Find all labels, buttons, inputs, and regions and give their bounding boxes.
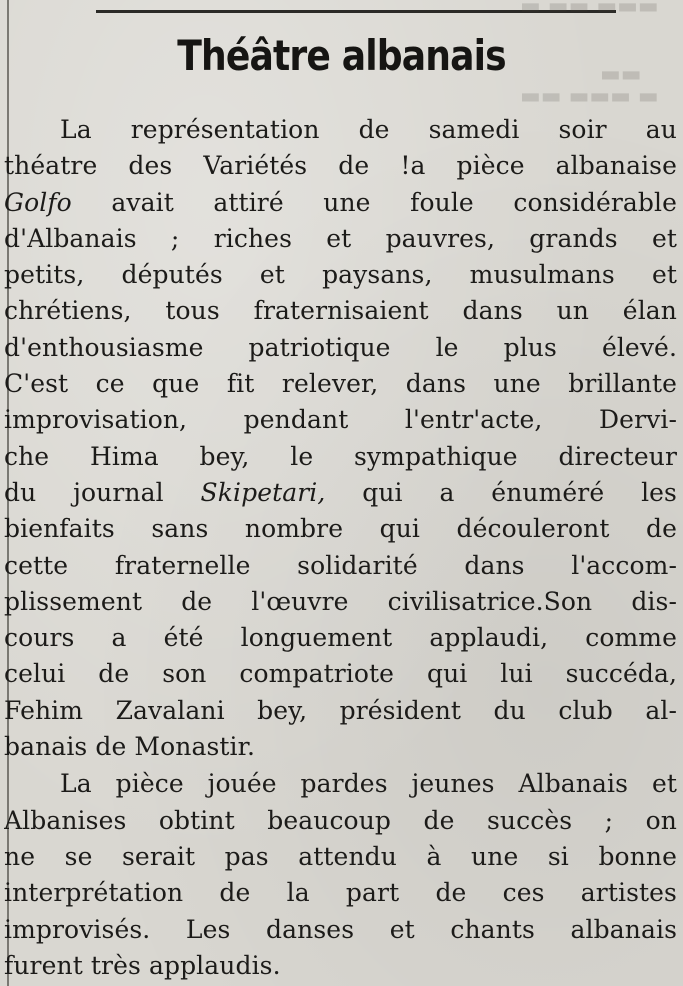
text-line: banais de Monastir. [4, 732, 256, 762]
text-line: théatre des Variétés de !a pièce albanaise [4, 151, 677, 181]
text-line: d'Albanais ; riches et pauvres, grands et [4, 223, 677, 253]
show-through-decoration: ▬▬ [600, 62, 642, 87]
italic-text: Skipetari, [200, 477, 326, 507]
text-line: ne se serait pas attendu à une si bonne [4, 841, 677, 871]
text-line: La pièce jouée pardes jeunes Albanais et [60, 769, 677, 799]
show-through-decoration: ▬▬▬ [596, 0, 659, 19]
text-line [4, 185, 677, 221]
text-line: petits, députés et paysans, musulmans et [4, 260, 677, 290]
article-body [4, 112, 677, 984]
show-through-decoration: ▬▬ ▬▬▬ ▬ [520, 84, 659, 109]
text-line: bienfaits sans nombre qui découleront de [4, 514, 677, 544]
text-segment: qui a énuméré les [325, 477, 677, 507]
text-line: La représentation de samedi soir au [60, 115, 677, 144]
italic-text: Golfo [4, 187, 72, 217]
text-line: Albanises obtint beaucoup de succès ; on [4, 805, 677, 835]
article-paragraph [4, 766, 677, 984]
article-paragraph [4, 112, 677, 765]
article-title: Théâtre albanais [177, 31, 506, 80]
text-line: improvisation, pendant l'entr'acte, Dervi- [4, 405, 677, 435]
text-line: interprétation de la part de ces artistes [4, 878, 677, 908]
text-line: cours a été longuement applaudi, comme [4, 623, 677, 653]
text-line: celui de son compatriote qui lui succéda, [4, 659, 677, 689]
text-line: chrétiens, tous fraternisaient dans un élan [4, 296, 677, 326]
text-line: cette fraternelle solidarité dans l'accom- [4, 550, 677, 580]
text-line: plissement de l'œuvre civilisatrice.Son dis- [4, 586, 677, 616]
text-line: C'est ce que fit relever, dans une brillante [4, 369, 677, 399]
text-line: improvisés. Les danses et chants albanais [4, 914, 677, 944]
text-line [4, 475, 677, 511]
text-segment: avait attiré une foule considérable [71, 187, 677, 217]
text-line: d'enthousiasme patriotique le plus élevé. [4, 332, 677, 362]
text-line: furent très applaudis. [4, 950, 281, 980]
top-rule [96, 10, 616, 13]
text-line: Fehim Zavalani bey, président du club al- [4, 695, 677, 725]
text-segment: du journal [4, 477, 201, 507]
text-line: che Hima bey, le sympathique directeur [4, 441, 677, 471]
